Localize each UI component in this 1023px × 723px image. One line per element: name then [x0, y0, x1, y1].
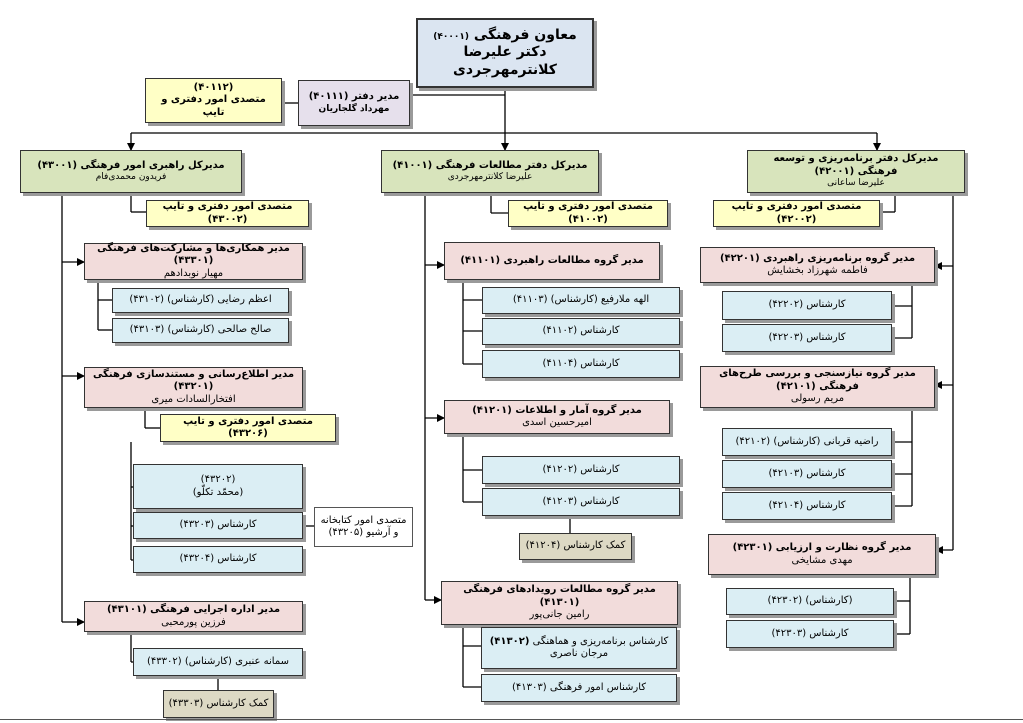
col3-g1-staff-2 [722, 324, 892, 352]
col1-g3-staff-1-text: سمانه عنبری (کارشناس) (۴۳۳۰۲) [147, 655, 289, 667]
col1-g3-assistant-box [163, 690, 274, 718]
col3-g1-staff-1-text: کارشناس (۴۲۲۰۲) [768, 299, 846, 311]
office-secretary-box [145, 78, 282, 123]
col1-g1-title: مدیر همکاری‌ها و مشارکت‌های فرهنگی [97, 242, 290, 254]
deputy-box [416, 18, 594, 88]
col2-g3-staff-1-name: مرجان ناصری [549, 648, 609, 659]
col2-secretary-title: متصدی امور دفتری و تایپ [523, 201, 653, 212]
col1-g2-code: (۴۳۲۰۱) [173, 381, 214, 393]
col2-secretary-code: (۴۱۰۰۲) [568, 213, 608, 225]
col3-g3-staff-2-text: کارشناس (۴۲۳۰۳) [771, 627, 849, 639]
col1-g2-box [84, 367, 303, 408]
col1-secretary-code: (۴۳۰۰۲) [207, 213, 248, 225]
col3-g1-box [700, 247, 935, 283]
col2-g3-code: (۴۱۳۰۱) [539, 596, 580, 608]
col1-g1-staff-2 [112, 318, 289, 343]
col1-g2-name: افتخارالسادات میری [151, 393, 236, 405]
col3-g2-title: مدیر گروه نیازسنجی و بررسی طرح‌های فرهنگی [719, 368, 916, 392]
col3-g2-staff-3-text: کارشناس (۴۲۱۰۴) [768, 499, 846, 511]
col3-secretary-title: متصدی امور دفتری و تایپ [731, 201, 862, 212]
col1-g1-staff-1 [112, 288, 289, 313]
col1-g3-title: مدیر اداره اجرایی فرهنگی [150, 604, 281, 615]
col3-secretary-box [713, 200, 880, 227]
col2-g1-title: مدیر گروه مطالعات راهبردی [503, 254, 644, 266]
col1-g2-library-box [314, 507, 413, 547]
col3-g1-title: مدیر گروه برنامه‌ریزی راهبردی [763, 252, 916, 264]
col1-g3-staff-1 [133, 648, 303, 676]
col3-g1-staff-2-text: کارشناس (۴۲۲۰۳) [768, 331, 846, 343]
col1-g2-secretary-box [160, 414, 336, 442]
col2-head-box [381, 150, 599, 193]
deputy-title: معاون فرهنگی [473, 26, 577, 43]
col3-g1-staff-1 [722, 291, 892, 320]
col1-g1-name: مهیار نوبدادهم [163, 267, 224, 279]
col1-g1-staff-1-text: اعظم رضایی (کارشناس) (۴۳۱۰۲) [129, 294, 272, 306]
col1-g2-library-line2: و آرشیو (۴۳۲۰۵) [328, 527, 399, 538]
col3-g3-staff-1-text: (کارشناس) (۴۲۳۰۲) [767, 595, 853, 607]
col3-g2-name: مریم رسولی [790, 393, 845, 405]
col3-g2-staff-2 [722, 460, 892, 488]
col2-g2-title: مدیر گروه آمار و اطلاعات [515, 404, 642, 416]
col2-g1-staff-1 [482, 287, 680, 314]
col2-g3-box [441, 581, 678, 625]
col2-g2-staff-1-text: کارشناس (۴۱۲۰۲) [542, 463, 620, 475]
col2-g2-box [444, 400, 670, 434]
col2-head-title: مدیرکل دفتر مطالعات فرهنگی [435, 159, 588, 171]
col1-g3-name: فرزین پورمحبی [161, 616, 226, 628]
col2-g2-assistant-text: کمک کارشناس (۴۱۲۰۴) [525, 540, 626, 552]
col1-head-code: (۴۳۰۰۱) [37, 159, 78, 171]
col3-head-name: علیرضا ساعانی [827, 178, 885, 189]
col3-g3-title: مدیر گروه نظارت و ارزیابی [775, 542, 912, 553]
col1-g2-staff-3-text: کارشناس (۴۳۲۰۴) [179, 553, 257, 565]
col2-g1-staff-2 [482, 318, 680, 345]
col2-g2-staff-2-text: کارشناس (۴۱۲۰۳) [542, 495, 620, 507]
col2-g1-staff-1-text: الهه ملارفیع (کارشناس) (۴۱۱۰۳) [512, 294, 650, 306]
col1-g2-staff-3 [133, 546, 303, 573]
col1-g2-secretary-title: متصدی امور دفتری و تایپ [183, 415, 313, 427]
col1-head-box [20, 150, 242, 193]
col2-g3-staff-1 [481, 627, 677, 669]
col3-g3-code: (۴۲۳۰۱) [732, 542, 773, 553]
col1-g3-code: (۴۳۱۰۱) [106, 604, 147, 615]
col3-secretary-code: (۴۲۰۰۲) [776, 213, 817, 225]
office-secretary-code: (۴۰۱۱۲) [193, 81, 234, 93]
col1-g1-box [84, 243, 303, 280]
col2-g1-code: (۴۱۱۰۱) [460, 254, 501, 266]
col2-g1-staff-2-text: کارشناس (۴۱۱۰۲) [542, 325, 620, 337]
col1-g1-staff-2-text: صالح صالحی (کارشناس) (۴۳۱۰۳) [129, 324, 272, 336]
col1-g2-library-line1: متصدی امور کتابخانه [320, 514, 407, 526]
col1-g2-secretary-code: (۴۳۲۰۶) [228, 428, 268, 439]
col3-g2-staff-1-text: راضیه قربانی (کارشناس) (۴۲۱۰۲) [735, 435, 879, 447]
col2-g2-staff-1 [482, 456, 680, 484]
col1-g2-staff-1-code: (۴۳۲۰۲) [200, 474, 236, 485]
col3-g3-staff-2 [726, 620, 894, 648]
col1-secretary-title: متصدی امور دفتری و تایپ [162, 201, 293, 212]
col1-secretary-box [146, 200, 309, 227]
col2-g3-staff-2 [481, 674, 677, 702]
col2-g3-name: رامین جانی‌پور [529, 609, 590, 621]
col3-head-code: (۴۲۰۰۱) [814, 165, 855, 177]
col3-g2-code: (۴۲۱۰۱) [776, 380, 816, 392]
office-manager-title: مدیر دفتر [351, 91, 400, 103]
col3-g1-name: فاطمه شهرزاد بخشایش [767, 265, 868, 276]
col3-g3-name: مهدی مشایخی [791, 554, 853, 566]
col3-g2-staff-2-text: کارشناس (۴۲۱۰۳) [768, 467, 846, 479]
col2-g3-staff-1-title: کارشناس برنامه‌ریزی و هماهنگی [532, 635, 669, 647]
col1-g2-staff-2 [133, 512, 303, 539]
col2-g3-staff-1-code: (۴۱۳۰۲) [489, 635, 530, 647]
col1-g1-code: (۴۳۳۰۱) [173, 255, 214, 267]
col3-g2-staff-3 [722, 492, 892, 520]
col2-g2-name: امیرحسین اسدی [522, 417, 592, 428]
col3-g3-box [708, 534, 936, 575]
col1-g2-title: مدیر اطلاع‌رسانی و مستندسازی فرهنگی [92, 368, 295, 380]
deputy-code: (۴۰۰۰۱) [433, 31, 469, 42]
col2-secretary-box [508, 200, 668, 227]
col1-g2-staff-1 [133, 464, 303, 509]
office-manager-code: (۴۰۱۱۱) [308, 91, 349, 103]
col3-head-title: مدیرکل دفتر برنامه‌ریزی و توسعه فرهنگی [773, 153, 939, 177]
col2-g3-staff-2-text: کارشناس امور فرهنگی (۴۱۳۰۳) [511, 681, 647, 693]
col2-head-code: (۴۱۰۰۱) [392, 159, 433, 171]
office-manager-name: مهرداد گلجاریان [318, 103, 390, 114]
col2-g1-box [444, 242, 660, 280]
col2-head-name: علیرضا کلانترمهرجردی [447, 172, 533, 183]
col1-g3-assistant-text: کمک کارشناس (۴۳۳۰۳) [168, 697, 269, 709]
deputy-name: دکتر علیرضا کلانترمهرجردی [453, 44, 557, 78]
col2-g3-title: مدیر گروه مطالعات رویدادهای فرهنگی [463, 584, 656, 596]
office-secretary-title: متصدی امور دفتری و تایپ [161, 94, 266, 118]
col3-head-box [747, 150, 965, 193]
col3-g1-code: (۴۲۲۰۱) [719, 252, 760, 264]
col2-g1-staff-3-text: کارشناس (۴۱۱۰۴) [542, 357, 620, 369]
col1-g2-staff-2-text: کارشناس (۴۳۲۰۳) [179, 519, 257, 531]
col2-g2-staff-2 [482, 488, 680, 516]
col3-g3-staff-1 [726, 588, 894, 615]
col1-head-title: مدیرکل راهبری امور فرهنگی [80, 159, 225, 171]
col1-g2-staff-1-name: (محمّد تکلّو) [192, 486, 244, 498]
col3-g2-staff-1 [722, 428, 892, 456]
col2-g1-staff-3 [482, 350, 680, 378]
col1-head-name: فریدون محمدی‌فام [95, 172, 167, 183]
page-bottom-border [0, 719, 1023, 720]
col2-g2-assistant-box [519, 533, 632, 560]
col2-g2-code: (۴۱۲۰۱) [472, 404, 512, 416]
office-manager-box [298, 80, 410, 126]
col1-g3-box [84, 601, 303, 632]
col3-g2-box [700, 366, 935, 408]
